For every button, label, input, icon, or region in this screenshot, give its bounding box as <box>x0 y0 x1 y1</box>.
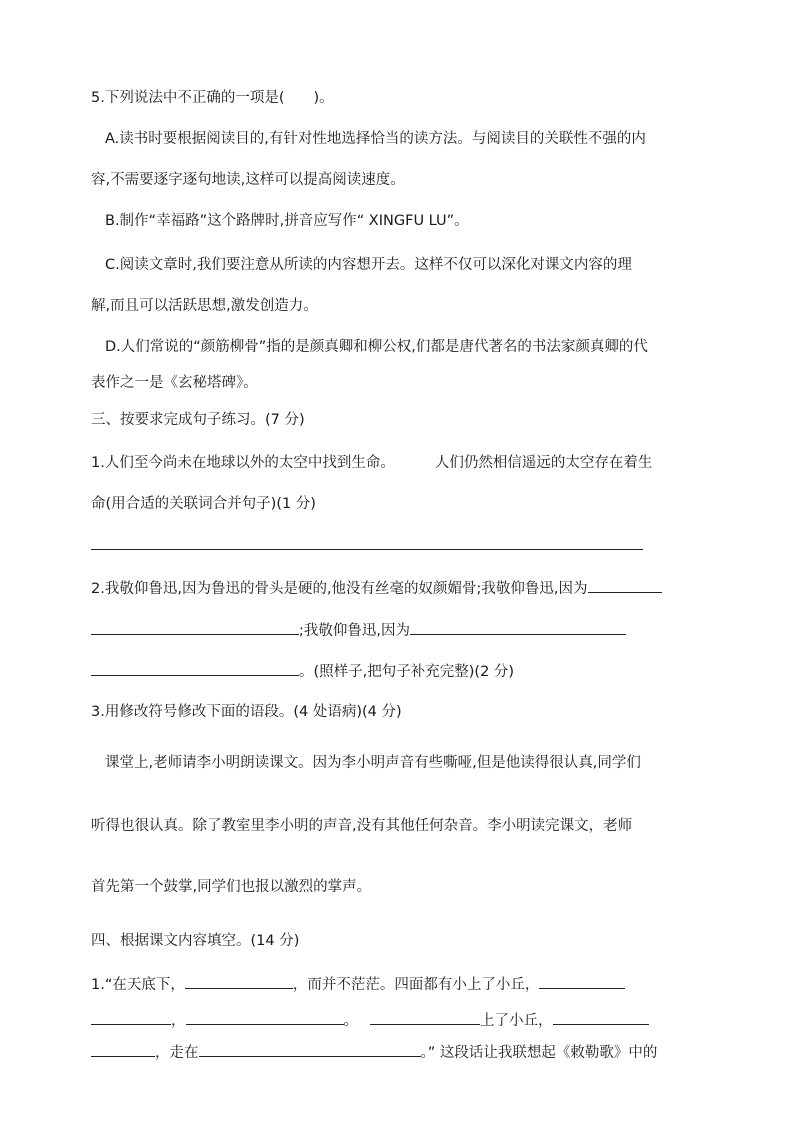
blank-q2-1[interactable] <box>588 577 662 593</box>
blank-s4-2[interactable] <box>539 973 625 989</box>
option-b: B.制作“幸福路”这个路牌时,拼音应写作“ XINGFU LU”。 <box>105 213 469 229</box>
blank-s4-3[interactable] <box>91 1009 171 1025</box>
blank-q2-3[interactable] <box>410 619 626 635</box>
section-4-heading: 四、根据课文内容填空。(14 分) <box>91 933 300 949</box>
s4-line-3 <box>91 1041 657 1063</box>
option-a-line-1: A.读书时要根据阅读目的,有针对性地选择恰当的读方法。与阅读目的关联性不强的内 <box>105 131 646 147</box>
s4-l1-text-b: ，而并不茫茫。四面都有小上了小丘， <box>292 977 540 993</box>
option-c-line-1: C.阅读文章时,我们要注意从所读的内容想开去。这样不仅可以深化对课文内容的理 <box>105 257 632 273</box>
option-c-line-2: 解,而且可以活跃思想,激发创造力。 <box>91 298 318 314</box>
s4-l3-text-b: 。” 这段话让我联想起《敕勒歌》中的 <box>420 1045 658 1061</box>
blank-q2-2[interactable] <box>91 619 299 635</box>
s3-q1-part-1: 1.人们至今尚未在地球以外的太空中找到生命。 <box>91 455 395 471</box>
blank-s4-6[interactable] <box>553 1009 649 1025</box>
s3-q2-text-2: ;我敬仰鲁迅,因为 <box>299 623 410 639</box>
option-d-line-2: 表作之一是《玄秘塔碑》。 <box>91 375 258 391</box>
s3-q2-text-1: 2.我敬仰鲁迅,因为鲁迅的骨头是硬的,他没有丝毫的奴颜媚骨;我敬仰鲁迅,因为 <box>91 581 588 597</box>
blank-s4-1[interactable] <box>185 973 293 989</box>
question-5-stem: 5.下列说法中不正确的一项是( )。 <box>91 90 334 106</box>
s3-question-1-line-2: 命(用合适的关联词合并句子)(1 分) <box>91 496 316 512</box>
s4-l2-text-b: 。 <box>343 1013 358 1029</box>
s3-q1-part-2: 人们仍然相信遥远的太空存在着生 <box>434 455 653 471</box>
s3-q3-passage-line-1: 课堂上,老师请李小明朗读课文。因为李小明声音有些嘶哑,但是他读得很认真,同学们 <box>105 755 641 771</box>
blank-s4-8[interactable] <box>199 1041 421 1057</box>
s4-l2-text-a: ， <box>171 1013 186 1029</box>
option-d-line-1: D.人们常说的“颜筋柳骨”指的是颜真卿和柳公权,们都是唐代著名的书法家颜真卿的代 <box>105 339 648 355</box>
option-a-line-2: 容,不需要逐字逐句地读,这样可以提高阅读速度。 <box>91 172 405 188</box>
blank-s4-4[interactable] <box>186 1009 344 1025</box>
s3-q3-passage-line-3: 首先第一个鼓掌,同学们也报以激烈的掌声。 <box>91 879 372 895</box>
s3-question-3-stem: 3.用修改符号修改下面的语段。(4 处语病)(4 分) <box>91 704 402 720</box>
answer-line-q1[interactable] <box>91 549 643 550</box>
s3-question-2-line-2 <box>91 619 626 641</box>
s3-question-1-line-1 <box>91 453 702 473</box>
section-3-heading: 三、按要求完成句子练习。(7 分) <box>91 412 305 428</box>
s4-l2-text-c: 上了小丘， <box>480 1013 553 1029</box>
blank-s4-7[interactable] <box>91 1041 155 1057</box>
s3-q2-text-3: 。(照样子,把句子补充完整)(2 分) <box>299 664 515 680</box>
s4-l1-text-a: 1.“在天底下， <box>91 977 185 993</box>
s3-question-2-line-1 <box>91 577 662 599</box>
s3-q3-passage-line-2: 听得也很认真。除了教室里李小明的声音,没有其他任何杂音。李小明读完课文，老师 <box>91 818 633 834</box>
s4-l3-text-a: ，走在 <box>155 1045 199 1061</box>
blank-s4-5[interactable] <box>370 1009 480 1025</box>
s4-line-1 <box>91 973 625 995</box>
s3-question-2-line-3 <box>91 660 514 682</box>
s4-line-2 <box>91 1009 649 1031</box>
blank-q2-4[interactable] <box>91 660 299 676</box>
